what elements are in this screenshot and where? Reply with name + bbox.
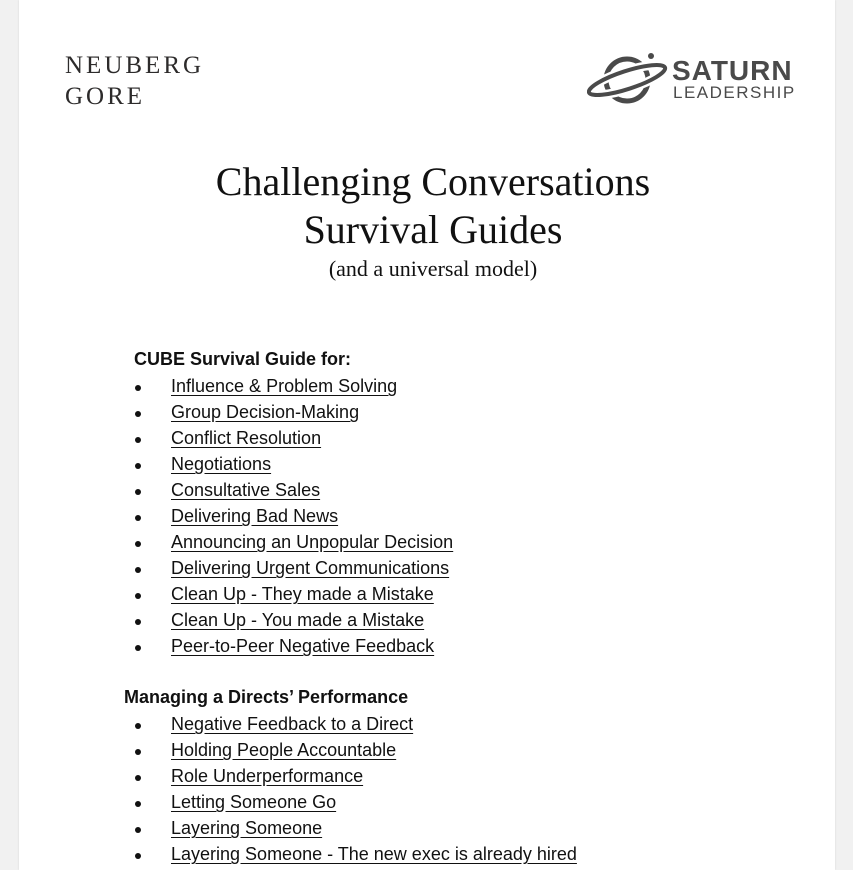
bullet-icon bbox=[135, 723, 141, 729]
bullet-icon bbox=[135, 463, 141, 469]
guide-link[interactable]: Holding People Accountable bbox=[171, 740, 397, 760]
bullet-icon bbox=[135, 385, 141, 391]
bullet-icon bbox=[135, 775, 141, 781]
guide-link[interactable]: Letting Someone Go bbox=[171, 792, 337, 812]
neuberg-gore-logo bbox=[65, 50, 204, 112]
logo-saturn-word: SATURN bbox=[672, 55, 793, 86]
logo-left-line1: NEUBERG bbox=[65, 52, 205, 79]
title-subtitle: (and a universal model) bbox=[328, 256, 538, 281]
bullet-icon bbox=[135, 801, 141, 807]
section-heading-performance: Managing a Directs’ Performance bbox=[124, 687, 409, 707]
guide-link[interactable]: Conflict Resolution bbox=[171, 428, 322, 448]
bullet-icon bbox=[135, 567, 141, 573]
saturn-leadership-logo bbox=[587, 52, 797, 108]
document-page bbox=[19, 0, 835, 870]
title-line2: Survival Guides bbox=[303, 207, 563, 252]
guide-link[interactable]: Clean Up - They made a Mistake bbox=[171, 584, 434, 604]
bullet-icon bbox=[135, 437, 141, 443]
bullet-icon bbox=[135, 593, 141, 599]
logo-left-line2: GORE bbox=[65, 83, 146, 110]
bullet-icon bbox=[135, 489, 141, 495]
saturn-ring-icon bbox=[587, 52, 671, 108]
guide-link[interactable]: Negotiations bbox=[171, 454, 272, 474]
guide-link[interactable]: Group Decision-Making bbox=[171, 402, 360, 422]
guide-link[interactable]: Role Underperformance bbox=[171, 766, 364, 786]
guide-link[interactable]: Layering Someone - The new exec is already hired bbox=[171, 844, 577, 864]
logo-leadership-word: LEADERSHIP bbox=[673, 83, 796, 102]
bullet-icon bbox=[135, 749, 141, 755]
guide-link[interactable]: Influence & Problem Solving bbox=[171, 376, 398, 396]
bullet-icon bbox=[135, 827, 141, 833]
page-title bbox=[19, 158, 847, 284]
guide-link[interactable]: Announcing an Unpopular Decision bbox=[171, 532, 454, 552]
bullet-icon bbox=[135, 619, 141, 625]
bullet-icon bbox=[135, 645, 141, 651]
bullet-icon bbox=[135, 541, 141, 547]
guide-link[interactable]: Consultative Sales bbox=[171, 480, 321, 500]
title-line1: Challenging Conversations bbox=[215, 159, 651, 204]
guide-link[interactable]: Delivering Urgent Communications bbox=[171, 558, 450, 578]
guide-link[interactable]: Negative Feedback to a Direct bbox=[171, 714, 414, 734]
guide-link[interactable]: Clean Up - You made a Mistake bbox=[171, 610, 425, 630]
guide-link[interactable]: Delivering Bad News bbox=[171, 506, 339, 526]
guide-link[interactable]: Layering Someone bbox=[171, 818, 323, 838]
bullet-icon bbox=[135, 411, 141, 417]
section-heading-cube: CUBE Survival Guide for: bbox=[134, 349, 352, 369]
guide-link[interactable]: Peer-to-Peer Negative Feedback bbox=[171, 636, 435, 656]
bullet-icon bbox=[135, 515, 141, 521]
bullet-icon bbox=[135, 853, 141, 859]
